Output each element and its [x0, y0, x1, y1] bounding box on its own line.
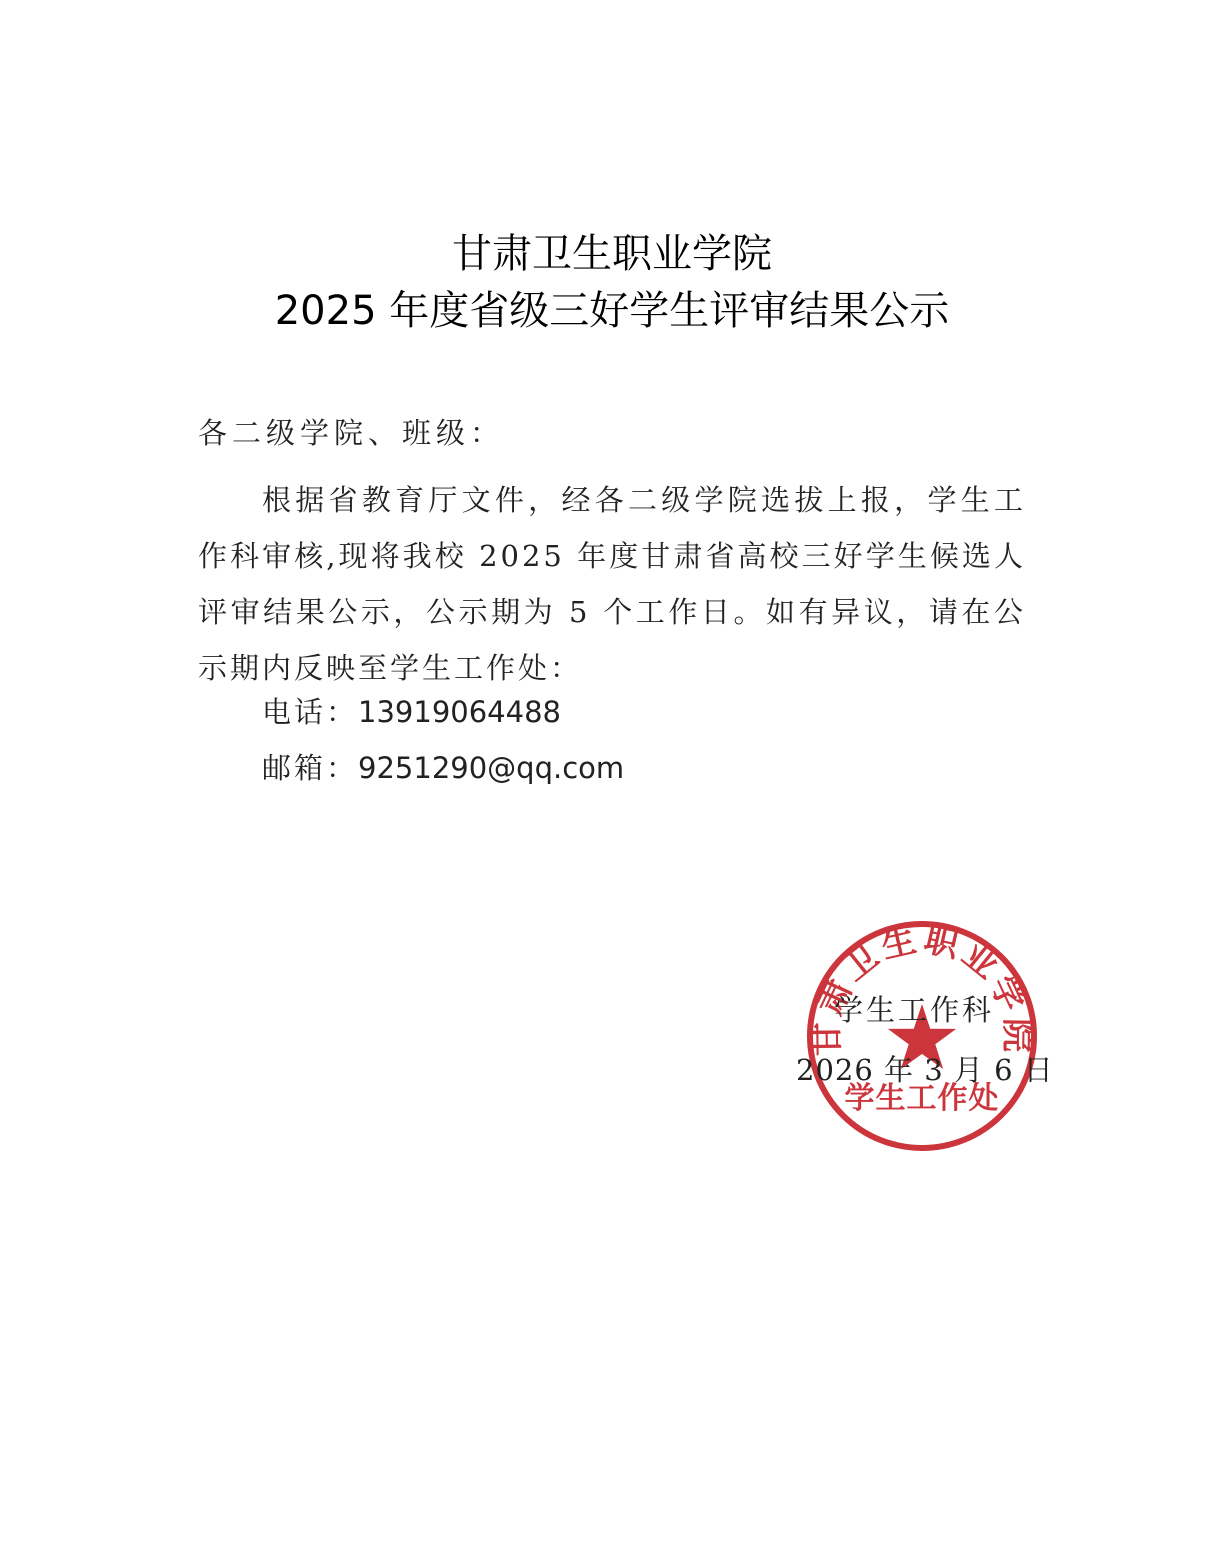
official-seal	[804, 918, 1040, 1154]
seal-bottom-text: 学生工作处	[844, 1081, 1000, 1116]
document-title-line1: 甘肃卫生职业学院	[452, 231, 772, 277]
email-label: 邮箱：	[262, 751, 359, 785]
phone-value: 13919064488	[358, 695, 561, 729]
contact-phone	[262, 695, 561, 729]
email-value: 9251290@qq.com	[358, 751, 625, 785]
document-date: 2026 年 3 月 6 日	[796, 1053, 1054, 1087]
contact-email	[262, 751, 625, 785]
signer: 学生工作科	[834, 993, 995, 1027]
document-title-line2: 2025 年度省级三好学生评审结果公示	[274, 288, 950, 334]
salutation: 各二级学院、班级：	[198, 416, 505, 450]
body-paragraph: 根据省教育厅文件，经各二级学院选拔上报，学生工作科审核,现将我校 2025 年度甘肃省高校三好学生候选人评审结果公示，公示期为 5 个工作日。如有异议，请在公示期内反映至学生工作处：	[198, 483, 1026, 685]
seal-top-text: 甘肃卫生职业学院	[806, 919, 1038, 1057]
phone-label: 电话：	[262, 695, 359, 729]
